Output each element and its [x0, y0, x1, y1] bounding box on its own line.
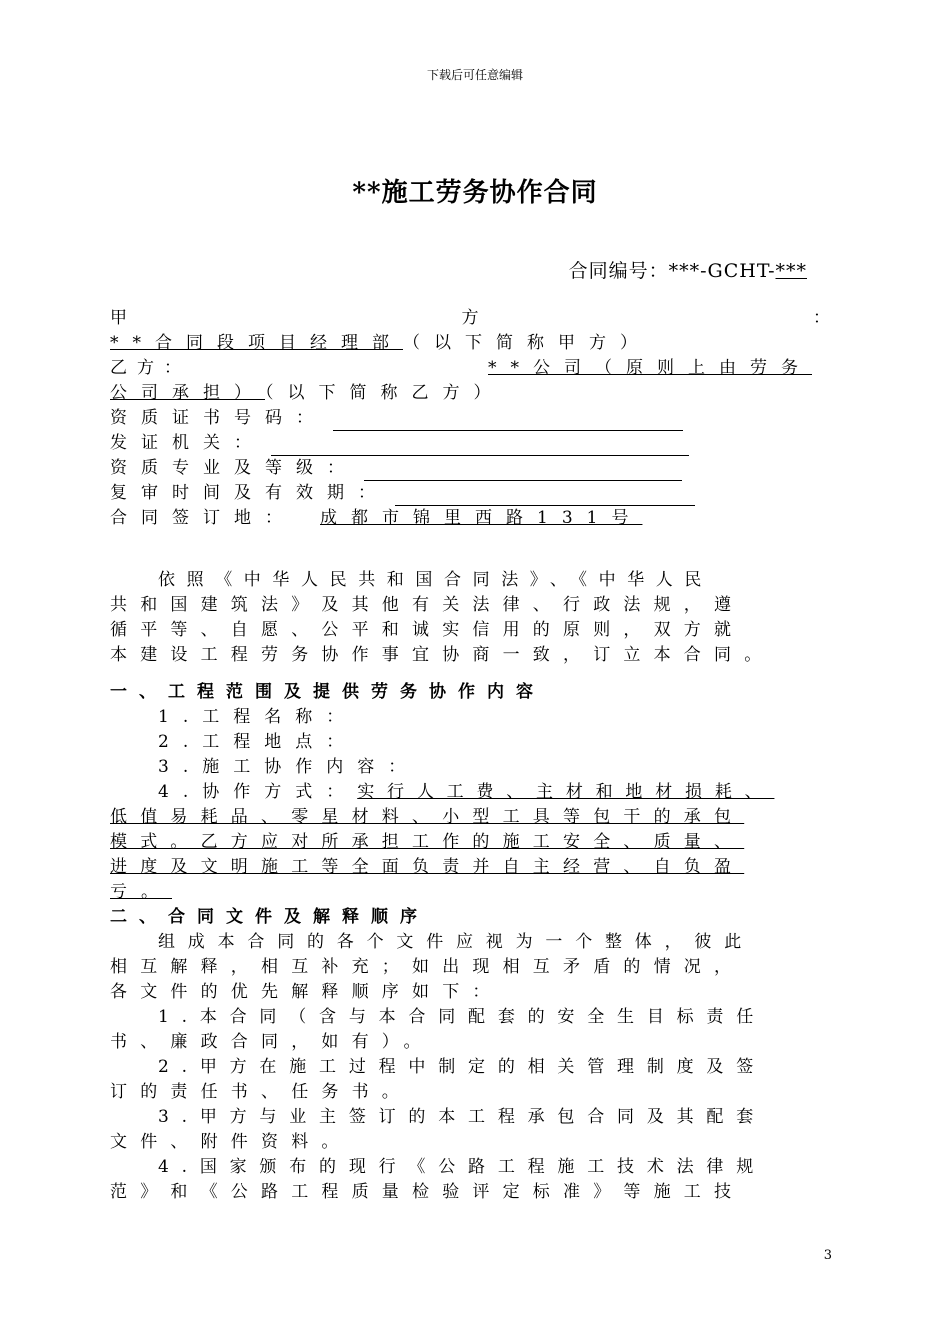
section1-item4-text-1: 实行人工费、主材和地材损耗、 — [357, 782, 775, 802]
review-validity-blank — [395, 487, 695, 506]
party-a-value: **合同段项目经理部 — [110, 333, 403, 353]
qualification-grade-line — [110, 456, 830, 481]
party-b-value-1: **公司（原则上由劳务 — [488, 358, 812, 378]
party-b-value-2: 公司承担） — [110, 383, 265, 403]
issuing-authority-line — [110, 431, 830, 456]
document-title: **施工劳务协作合同 — [352, 178, 598, 208]
party-a-colon: ： — [813, 308, 830, 328]
section2-item2-b: 订的责任书、任务书。 — [110, 1082, 412, 1102]
section2-item3-a: 3.甲方与业主签订的本工程承包合同及其配套 — [158, 1107, 767, 1127]
intro-line-1-text — [158, 568, 830, 593]
intro-line-2 — [110, 593, 830, 618]
section1-item4-label: 4.协作方式： — [158, 782, 358, 802]
section2-heading: 二、合同文件及解释顺序 — [110, 907, 429, 927]
party-a-note: （以下简称甲方） — [403, 333, 651, 353]
section2-item4-a: 4.国家颁布的现行《公路工程施工技术法律规 — [158, 1157, 767, 1177]
party-b-note: （以下简称乙方） — [265, 383, 505, 403]
page-number: 3 — [823, 1248, 832, 1263]
section1-item4-text-4: 进度及文明施工等全面负责并自主经营、自负盈 — [110, 857, 745, 877]
section1-item4-text-2: 低值易耗品、零星材料、小型工具等包干的承包 — [110, 807, 745, 827]
issuing-authority-blank — [271, 437, 689, 456]
section1-item1: 1.工程名称： — [158, 707, 358, 727]
section1-item2: 2.工程地点： — [158, 732, 358, 752]
section1-item4-text-5: 亏。 — [110, 882, 172, 902]
qualification-cert-line — [110, 406, 830, 431]
section2-item3-b: 文件、附件资料。 — [110, 1132, 352, 1152]
header-note: 下载后可任意编辑 — [426, 68, 523, 82]
party-b-value-line — [110, 381, 830, 406]
section1-item4-line-5 — [110, 880, 830, 905]
intro-line-4 — [110, 643, 830, 668]
intro-text-3: 循平等、自愿、公平和诚实信用的原则，双方就 — [110, 620, 745, 640]
section2-item4-b: 范》和《公路工程质量检验评定标准》等施工技 — [110, 1182, 745, 1202]
party-a-label-line — [110, 306, 830, 331]
party-a-label-first: 甲 — [110, 308, 127, 328]
contract-number — [569, 256, 807, 283]
section2-para-1: 组成本合同的各个文件应视为一个整体，彼此 — [158, 932, 754, 952]
issuing-authority-label: 发证机关： — [110, 433, 265, 453]
contract-number-label: 合同编号：***-GCHT- — [568, 260, 776, 282]
qualification-cert-label: 资质证书号码： — [110, 408, 327, 428]
party-b-label: 乙方： — [110, 358, 191, 378]
contract-number-suffix: *** — [775, 260, 807, 282]
section1-item4-line — [110, 780, 878, 805]
qualification-grade-label: 资质专业及等级： — [110, 458, 358, 478]
intro-line-1 — [110, 568, 830, 593]
review-validity-line — [110, 481, 830, 506]
intro-text-1: 依照《中华人民共和国合同法》、《中华人民 — [158, 570, 713, 590]
intro-text-4: 本建设工程劳务协作事宜协商一致，订立本合同。 — [110, 645, 775, 665]
intro-line-3 — [110, 618, 830, 643]
review-validity-label: 复审时间及有效期： — [110, 483, 389, 503]
qualification-cert-blank — [333, 412, 683, 431]
section1-item4-text-3: 模式。乙方应对所承担工作的施工安全、质量、 — [110, 832, 745, 852]
party-a-label-mid: 方 — [461, 308, 479, 328]
section2-para-3: 各文件的优先解释顺序如下： — [110, 982, 503, 1002]
party-a-value-line — [110, 331, 830, 356]
section2-item1-b: 书、廉政合同，如有）。 — [110, 1032, 434, 1052]
section2-item2-a: 2.甲方在施工过程中制定的相关管理制度及签 — [158, 1057, 767, 1077]
intro-text-2: 共和国建筑法》及其他有关法律、行政法规，遵 — [110, 595, 745, 615]
sign-place-label: 合同签订地： — [110, 508, 296, 528]
sign-place-line — [110, 506, 830, 531]
section2-item1-a: 1.本合同（含与本合同配套的安全生目标责任 — [158, 1007, 767, 1027]
section1-item3: 3.施工协作内容： — [158, 757, 420, 777]
section2-para-2: 相互解释，相互补充；如出现相互矛盾的情况， — [110, 957, 745, 977]
qualification-grade-blank — [364, 462, 682, 481]
sign-place-value: 成都市锦里西路131号 — [320, 508, 643, 528]
party-b-line — [110, 356, 830, 381]
section1-heading: 一、工程范围及提供劳务协作内容 — [110, 682, 545, 702]
